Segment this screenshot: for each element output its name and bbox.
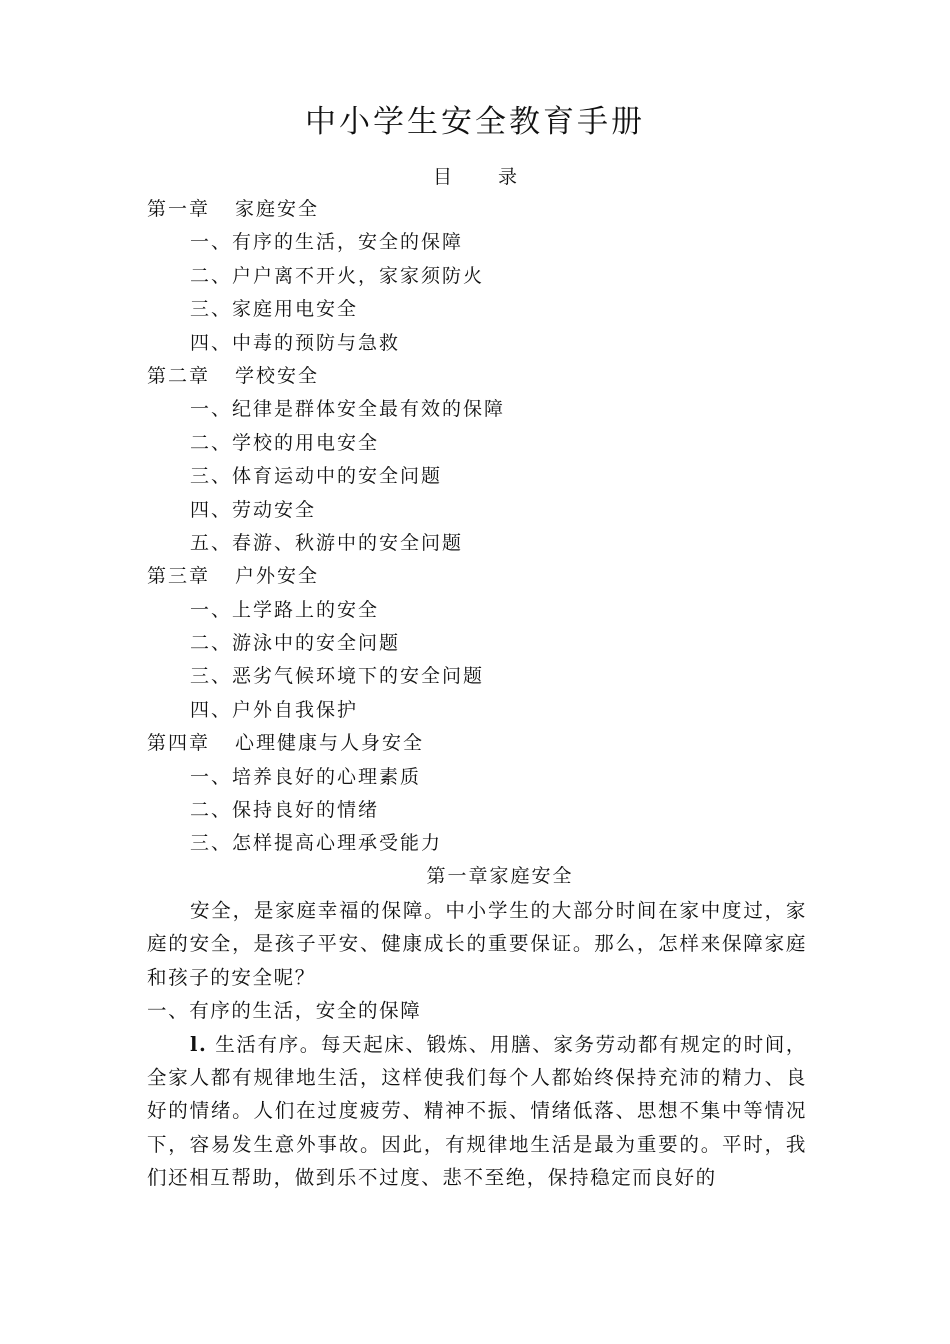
toc-section: 四、劳动安全 bbox=[190, 498, 317, 521]
toc-chapter-label: 户外安全 bbox=[235, 565, 320, 588]
toc-section: 三、怎样提高心理承受能力 bbox=[190, 832, 443, 855]
toc-section: 二、学校的用电安全 bbox=[190, 431, 380, 454]
toc-chapter bbox=[147, 727, 807, 760]
toc-section: 四、户外自我保护 bbox=[190, 698, 359, 721]
toc-chapter bbox=[147, 193, 807, 226]
document-title: 中小学生安全教育手册 bbox=[305, 104, 645, 140]
toc-section: 二、户户离不开火，家家须防火 bbox=[190, 264, 485, 287]
toc-section: 一、纪律是群体安全最有效的保障 bbox=[190, 398, 506, 421]
toc-section: 三、恶劣气候环境下的安全问题 bbox=[190, 665, 485, 688]
intro-paragraph: 安全，是家庭幸福的保障。中小学生的大部分时间在家中度过，家庭的安全，是孩子平安、健康成长的重要保证。那么，怎样来保障家庭和孩子的安全呢？ bbox=[147, 899, 807, 989]
body-text bbox=[147, 894, 807, 1195]
item-text: 生活有序。每天起床、锻炼、用膳、家务劳动都有规定的时间，全家人都有规律地生活，这样使我们每个人都始终保持充沛的精力、良好的情绪。人们在过度疲劳、精神不振、情绪低落、思想不集中等情况下，容易发生意外事故。因此，有规律地生活是最为重要的。平时，我们还相互帮助，做到乐不过度、悲不至绝，保持稳定而良好的 bbox=[147, 1032, 807, 1190]
toc-section: 四、中毒的预防与急救 bbox=[190, 331, 401, 354]
toc-chapter-label: 学校安全 bbox=[235, 364, 320, 387]
table-of-contents bbox=[147, 193, 807, 861]
section-heading: 一、有序的生活，安全的保障 bbox=[147, 999, 422, 1023]
toc-section: 二、游泳中的安全问题 bbox=[190, 632, 401, 655]
toc-section: 五、春游、秋游中的安全问题 bbox=[190, 531, 464, 554]
toc-chapter bbox=[147, 360, 807, 393]
toc-chapter-number: 第四章 bbox=[147, 732, 211, 755]
chapter-heading: 第一章家庭安全 bbox=[426, 865, 574, 887]
toc-chapter-number: 第三章 bbox=[147, 565, 211, 588]
toc-section: 一、培养良好的心理素质 bbox=[190, 765, 422, 788]
item-number: l. bbox=[190, 1032, 208, 1056]
toc-chapter-number: 第二章 bbox=[147, 364, 211, 387]
toc-chapter-label: 心理健康与人身安全 bbox=[235, 732, 425, 755]
toc-heading-right: 录 bbox=[498, 166, 518, 188]
toc-section: 三、体育运动中的安全问题 bbox=[190, 465, 443, 488]
toc-chapter-label: 家庭安全 bbox=[235, 198, 320, 220]
toc-heading-left: 目 bbox=[432, 166, 452, 188]
item-paragraph bbox=[147, 1028, 807, 1195]
toc-section: 二、保持良好的情绪 bbox=[190, 799, 380, 822]
toc-section: 一、有序的生活，安全的保障 bbox=[190, 231, 464, 254]
toc-section: 三、家庭用电安全 bbox=[190, 298, 359, 321]
toc-chapter-number: 第一章 bbox=[147, 198, 211, 220]
toc-section: 一、上学路上的安全 bbox=[190, 598, 380, 621]
toc-chapter bbox=[147, 560, 807, 593]
toc-heading bbox=[0, 162, 950, 192]
